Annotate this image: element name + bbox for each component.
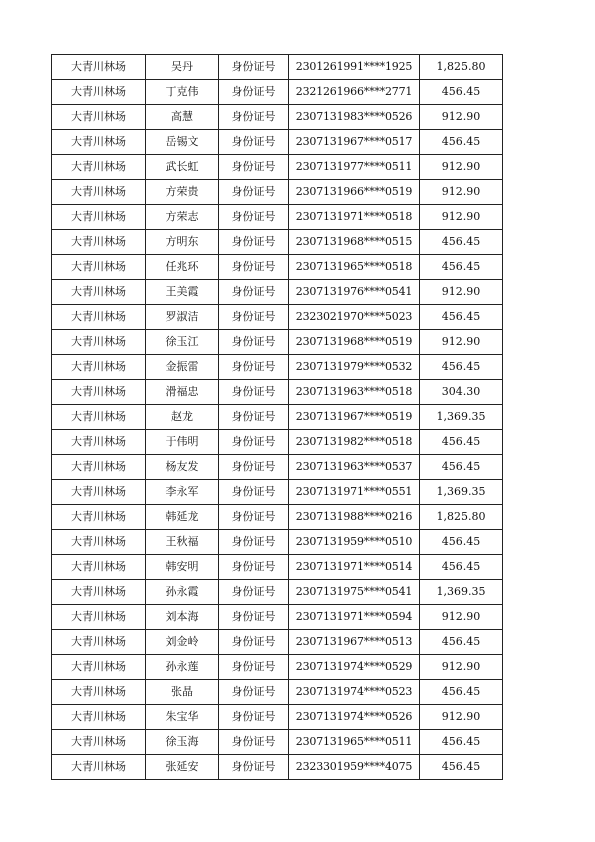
- id-type-cell: 身份证号: [219, 205, 289, 230]
- id-number-cell: 2323021970****5023: [289, 305, 420, 330]
- unit-cell: 大青川林场: [52, 105, 146, 130]
- table-row: [52, 755, 503, 780]
- amount-cell: 456.45: [420, 230, 503, 255]
- amount-cell: 1,825.80: [420, 505, 503, 530]
- amount-cell: 1,369.35: [420, 480, 503, 505]
- id-type-cell: 身份证号: [219, 480, 289, 505]
- id-number-cell: 2301261991****1925: [289, 55, 420, 80]
- name-cell: 王秋福: [146, 530, 219, 555]
- name-cell: 岳锡文: [146, 130, 219, 155]
- id-type-cell: 身份证号: [219, 355, 289, 380]
- table-row: [52, 55, 503, 80]
- table-row: [52, 680, 503, 705]
- id-type-cell: 身份证号: [219, 680, 289, 705]
- name-cell: 罗淑洁: [146, 305, 219, 330]
- table-row: [52, 330, 503, 355]
- unit-cell: 大青川林场: [52, 730, 146, 755]
- unit-cell: 大青川林场: [52, 380, 146, 405]
- amount-cell: 912.90: [420, 180, 503, 205]
- unit-cell: 大青川林场: [52, 155, 146, 180]
- amount-cell: 912.90: [420, 605, 503, 630]
- id-number-cell: 2307131974****0526: [289, 705, 420, 730]
- id-type-cell: 身份证号: [219, 130, 289, 155]
- unit-cell: 大青川林场: [52, 305, 146, 330]
- table-row: [52, 305, 503, 330]
- unit-cell: 大青川林场: [52, 55, 146, 80]
- id-number-cell: 2307131974****0529: [289, 655, 420, 680]
- name-cell: 金振雷: [146, 355, 219, 380]
- unit-cell: 大青川林场: [52, 705, 146, 730]
- id-type-cell: 身份证号: [219, 180, 289, 205]
- id-number-cell: 2307131979****0532: [289, 355, 420, 380]
- table-row: [52, 630, 503, 655]
- id-number-cell: 2307131971****0594: [289, 605, 420, 630]
- amount-cell: 456.45: [420, 355, 503, 380]
- amount-cell: 912.90: [420, 105, 503, 130]
- unit-cell: 大青川林场: [52, 505, 146, 530]
- name-cell: 赵龙: [146, 405, 219, 430]
- id-type-cell: 身份证号: [219, 405, 289, 430]
- name-cell: 韩延龙: [146, 505, 219, 530]
- unit-cell: 大青川林场: [52, 455, 146, 480]
- id-number-cell: 2307131965****0511: [289, 730, 420, 755]
- name-cell: 丁克伟: [146, 80, 219, 105]
- unit-cell: 大青川林场: [52, 655, 146, 680]
- name-cell: 徐玉江: [146, 330, 219, 355]
- amount-cell: 1,369.35: [420, 405, 503, 430]
- name-cell: 刘本海: [146, 605, 219, 630]
- unit-cell: 大青川林场: [52, 430, 146, 455]
- table-row: [52, 580, 503, 605]
- name-cell: 徐玉海: [146, 730, 219, 755]
- unit-cell: 大青川林场: [52, 755, 146, 780]
- table-row: [52, 605, 503, 630]
- table-row: [52, 730, 503, 755]
- records-table: [51, 54, 503, 780]
- table-row: [52, 130, 503, 155]
- id-number-cell: 2307131966****0519: [289, 180, 420, 205]
- id-type-cell: 身份证号: [219, 455, 289, 480]
- amount-cell: 1,825.80: [420, 55, 503, 80]
- amount-cell: 912.90: [420, 705, 503, 730]
- id-type-cell: 身份证号: [219, 630, 289, 655]
- id-number-cell: 2307131983****0526: [289, 105, 420, 130]
- unit-cell: 大青川林场: [52, 180, 146, 205]
- table-row: [52, 555, 503, 580]
- unit-cell: 大青川林场: [52, 280, 146, 305]
- table-row: [52, 405, 503, 430]
- amount-cell: 456.45: [420, 430, 503, 455]
- table-row: [52, 155, 503, 180]
- id-type-cell: 身份证号: [219, 505, 289, 530]
- name-cell: 孙永莲: [146, 655, 219, 680]
- id-number-cell: 2307131977****0511: [289, 155, 420, 180]
- name-cell: 方荣志: [146, 205, 219, 230]
- amount-cell: 912.90: [420, 280, 503, 305]
- name-cell: 武长虹: [146, 155, 219, 180]
- id-type-cell: 身份证号: [219, 280, 289, 305]
- amount-cell: 304.30: [420, 380, 503, 405]
- amount-cell: 456.45: [420, 80, 503, 105]
- unit-cell: 大青川林场: [52, 355, 146, 380]
- name-cell: 李永军: [146, 480, 219, 505]
- name-cell: 吴丹: [146, 55, 219, 80]
- id-number-cell: 2307131959****0510: [289, 530, 420, 555]
- id-type-cell: 身份证号: [219, 530, 289, 555]
- name-cell: 张晶: [146, 680, 219, 705]
- unit-cell: 大青川林场: [52, 680, 146, 705]
- id-number-cell: 2307131967****0517: [289, 130, 420, 155]
- id-type-cell: 身份证号: [219, 555, 289, 580]
- unit-cell: 大青川林场: [52, 130, 146, 155]
- unit-cell: 大青川林场: [52, 405, 146, 430]
- id-number-cell: 2307131965****0518: [289, 255, 420, 280]
- amount-cell: 456.45: [420, 530, 503, 555]
- table-row: [52, 655, 503, 680]
- id-number-cell: 2307131968****0519: [289, 330, 420, 355]
- amount-cell: 456.45: [420, 455, 503, 480]
- table-row: [52, 505, 503, 530]
- unit-cell: 大青川林场: [52, 480, 146, 505]
- name-cell: 刘金岭: [146, 630, 219, 655]
- name-cell: 杨友发: [146, 455, 219, 480]
- unit-cell: 大青川林场: [52, 630, 146, 655]
- unit-cell: 大青川林场: [52, 530, 146, 555]
- unit-cell: 大青川林场: [52, 580, 146, 605]
- name-cell: 张延安: [146, 755, 219, 780]
- table-row: [52, 430, 503, 455]
- amount-cell: 912.90: [420, 655, 503, 680]
- id-number-cell: 2323301959****4075: [289, 755, 420, 780]
- table-row: [52, 455, 503, 480]
- id-type-cell: 身份证号: [219, 305, 289, 330]
- unit-cell: 大青川林场: [52, 255, 146, 280]
- table-row: [52, 255, 503, 280]
- name-cell: 朱宝华: [146, 705, 219, 730]
- table-row: [52, 705, 503, 730]
- amount-cell: 456.45: [420, 305, 503, 330]
- table-row: [52, 105, 503, 130]
- id-number-cell: 2307131971****0514: [289, 555, 420, 580]
- id-number-cell: 2307131963****0518: [289, 380, 420, 405]
- id-number-cell: 2321261966****2771: [289, 80, 420, 105]
- id-type-cell: 身份证号: [219, 430, 289, 455]
- id-type-cell: 身份证号: [219, 605, 289, 630]
- amount-cell: 912.90: [420, 205, 503, 230]
- name-cell: 任兆环: [146, 255, 219, 280]
- id-type-cell: 身份证号: [219, 330, 289, 355]
- id-number-cell: 2307131988****0216: [289, 505, 420, 530]
- name-cell: 王美霞: [146, 280, 219, 305]
- id-number-cell: 2307131967****0519: [289, 405, 420, 430]
- id-type-cell: 身份证号: [219, 380, 289, 405]
- amount-cell: 456.45: [420, 130, 503, 155]
- id-number-cell: 2307131971****0551: [289, 480, 420, 505]
- table-row: [52, 180, 503, 205]
- id-type-cell: 身份证号: [219, 730, 289, 755]
- amount-cell: 456.45: [420, 630, 503, 655]
- id-number-cell: 2307131963****0537: [289, 455, 420, 480]
- name-cell: 于伟明: [146, 430, 219, 455]
- amount-cell: 456.45: [420, 755, 503, 780]
- name-cell: 韩安明: [146, 555, 219, 580]
- id-type-cell: 身份证号: [219, 655, 289, 680]
- name-cell: 孙永霞: [146, 580, 219, 605]
- amount-cell: 456.45: [420, 680, 503, 705]
- amount-cell: 912.90: [420, 155, 503, 180]
- table-row: [52, 355, 503, 380]
- id-type-cell: 身份证号: [219, 230, 289, 255]
- amount-cell: 912.90: [420, 330, 503, 355]
- id-type-cell: 身份证号: [219, 255, 289, 280]
- name-cell: 滑福忠: [146, 380, 219, 405]
- unit-cell: 大青川林场: [52, 330, 146, 355]
- name-cell: 方明东: [146, 230, 219, 255]
- unit-cell: 大青川林场: [52, 230, 146, 255]
- id-number-cell: 2307131971****0518: [289, 205, 420, 230]
- id-type-cell: 身份证号: [219, 105, 289, 130]
- amount-cell: 456.45: [420, 255, 503, 280]
- table-row: [52, 205, 503, 230]
- id-type-cell: 身份证号: [219, 80, 289, 105]
- unit-cell: 大青川林场: [52, 80, 146, 105]
- name-cell: 方荣贵: [146, 180, 219, 205]
- table-row: [52, 280, 503, 305]
- id-type-cell: 身份证号: [219, 755, 289, 780]
- id-type-cell: 身份证号: [219, 155, 289, 180]
- amount-cell: 456.45: [420, 555, 503, 580]
- table-row: [52, 530, 503, 555]
- id-number-cell: 2307131975****0541: [289, 580, 420, 605]
- records-table-body: [52, 55, 503, 780]
- id-number-cell: 2307131967****0513: [289, 630, 420, 655]
- unit-cell: 大青川林场: [52, 205, 146, 230]
- id-number-cell: 2307131976****0541: [289, 280, 420, 305]
- table-row: [52, 380, 503, 405]
- id-type-cell: 身份证号: [219, 580, 289, 605]
- amount-cell: 456.45: [420, 730, 503, 755]
- table-row: [52, 480, 503, 505]
- unit-cell: 大青川林场: [52, 555, 146, 580]
- table-row: [52, 230, 503, 255]
- id-number-cell: 2307131974****0523: [289, 680, 420, 705]
- amount-cell: 1,369.35: [420, 580, 503, 605]
- table-row: [52, 80, 503, 105]
- id-number-cell: 2307131968****0515: [289, 230, 420, 255]
- id-type-cell: 身份证号: [219, 705, 289, 730]
- name-cell: 高慧: [146, 105, 219, 130]
- id-type-cell: 身份证号: [219, 55, 289, 80]
- id-number-cell: 2307131982****0518: [289, 430, 420, 455]
- unit-cell: 大青川林场: [52, 605, 146, 630]
